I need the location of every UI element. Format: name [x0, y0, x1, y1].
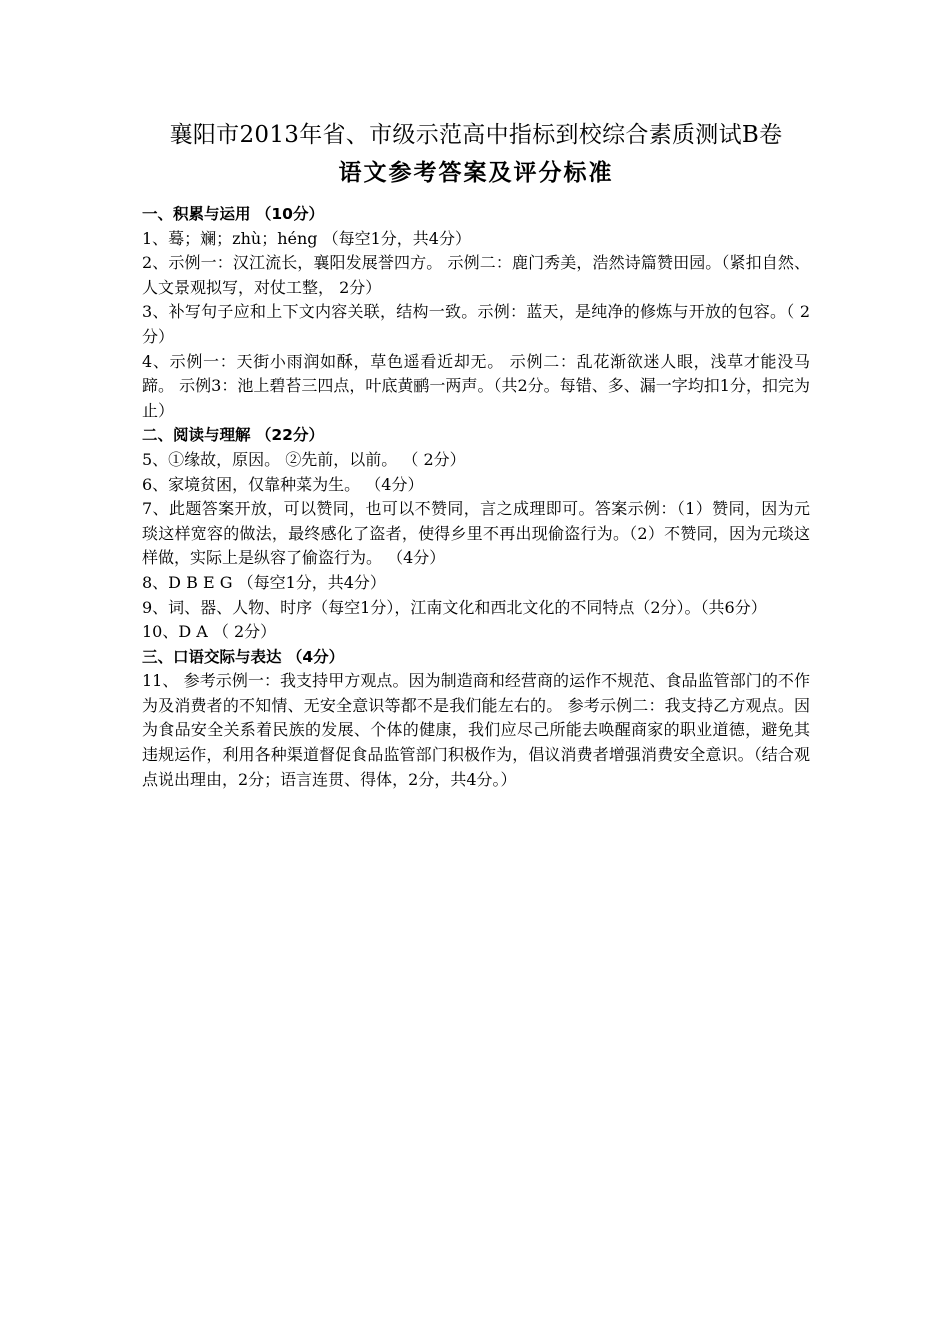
section-heading-3: 三、口语交际与表达 （4分） [142, 647, 345, 666]
answer-item-11: 11、 参考示例一：我支持甲方观点。因为制造商和经营商的运作不规范、食品监管部门的不作为及消费者的不知情、无安全意识等都不是我们能左右的。 参考示例二：我支持乙方观点。因为食品安全关系着民族的发展、个体的健康，我们应尽己所能去唤醒商家的职业道德，避免其违规运作，利用各种渠道督促食品监管部门积极作为，倡议消费者增强消费安全意识。（结合观点说出理由，2分；语言连贯、得体，2分，共4分。） [142, 671, 810, 789]
answer-item-7: 7、此题答案开放，可以赞同，也可以不赞同，言之成理即可。答案示例：（1）赞同，因为元琰这样宽容的做法，最终感化了盗者，使得乡里不再出现偷盗行为。（2）不赞同，因为元琰这样做，实际上是纵容了偷盗行为。 （4分） [142, 499, 810, 568]
answer-item-8: 8、D B E G （每空1分，共4分） [142, 572, 386, 592]
answer-item-10: 10、D A （ 2分） [142, 622, 277, 642]
answer-item-6: 6、家境贫困，仅靠种菜为生。 （4分） [142, 474, 424, 494]
document-subtitle: 语文参考答案及评分标准 [338, 159, 614, 186]
answer-item-3: 3、补写句子应和上下文内容关联，结构一致。示例：蓝天，是纯净的修炼与开放的包容。（ 2分） [142, 302, 810, 346]
document-title: 襄阳市2013年省、市级示范高中指标到校综合素质测试B卷 [169, 122, 783, 148]
answer-item-1: 1、蓦；斓；zhù；héng （每空1分，共4分） [142, 228, 471, 248]
section-heading-2: 二、阅读与理解 （22分） [142, 426, 324, 445]
answer-item-2: 2、示例一：汉江流长，襄阳发展誉四方。 示例二：鹿门秀美，浩然诗篇赞田园。（紧扣自然、人文景观拟写，对仗工整， 2分） [142, 253, 810, 297]
answer-item-9: 9、词、器、人物、时序（每空1分），江南文化和西北文化的不同特点（2分）。（共6分） [142, 597, 767, 617]
answer-item-5: 5、①缘故，原因。 ②先前，以前。 （ 2分） [142, 449, 466, 469]
answer-item-4: 4、示例一：天街小雨润如酥，草色遥看近却无。 示例二：乱花渐欲迷人眼，浅草才能没马蹄。 示例3：池上碧苔三四点，叶底黄鹂一两声。（共2分。每错、多、漏一字均扣1分，扣完为止） [142, 351, 810, 420]
answer-document [142, 118, 810, 792]
section-heading-1: 一、积累与运用 （10分） [142, 205, 324, 223]
